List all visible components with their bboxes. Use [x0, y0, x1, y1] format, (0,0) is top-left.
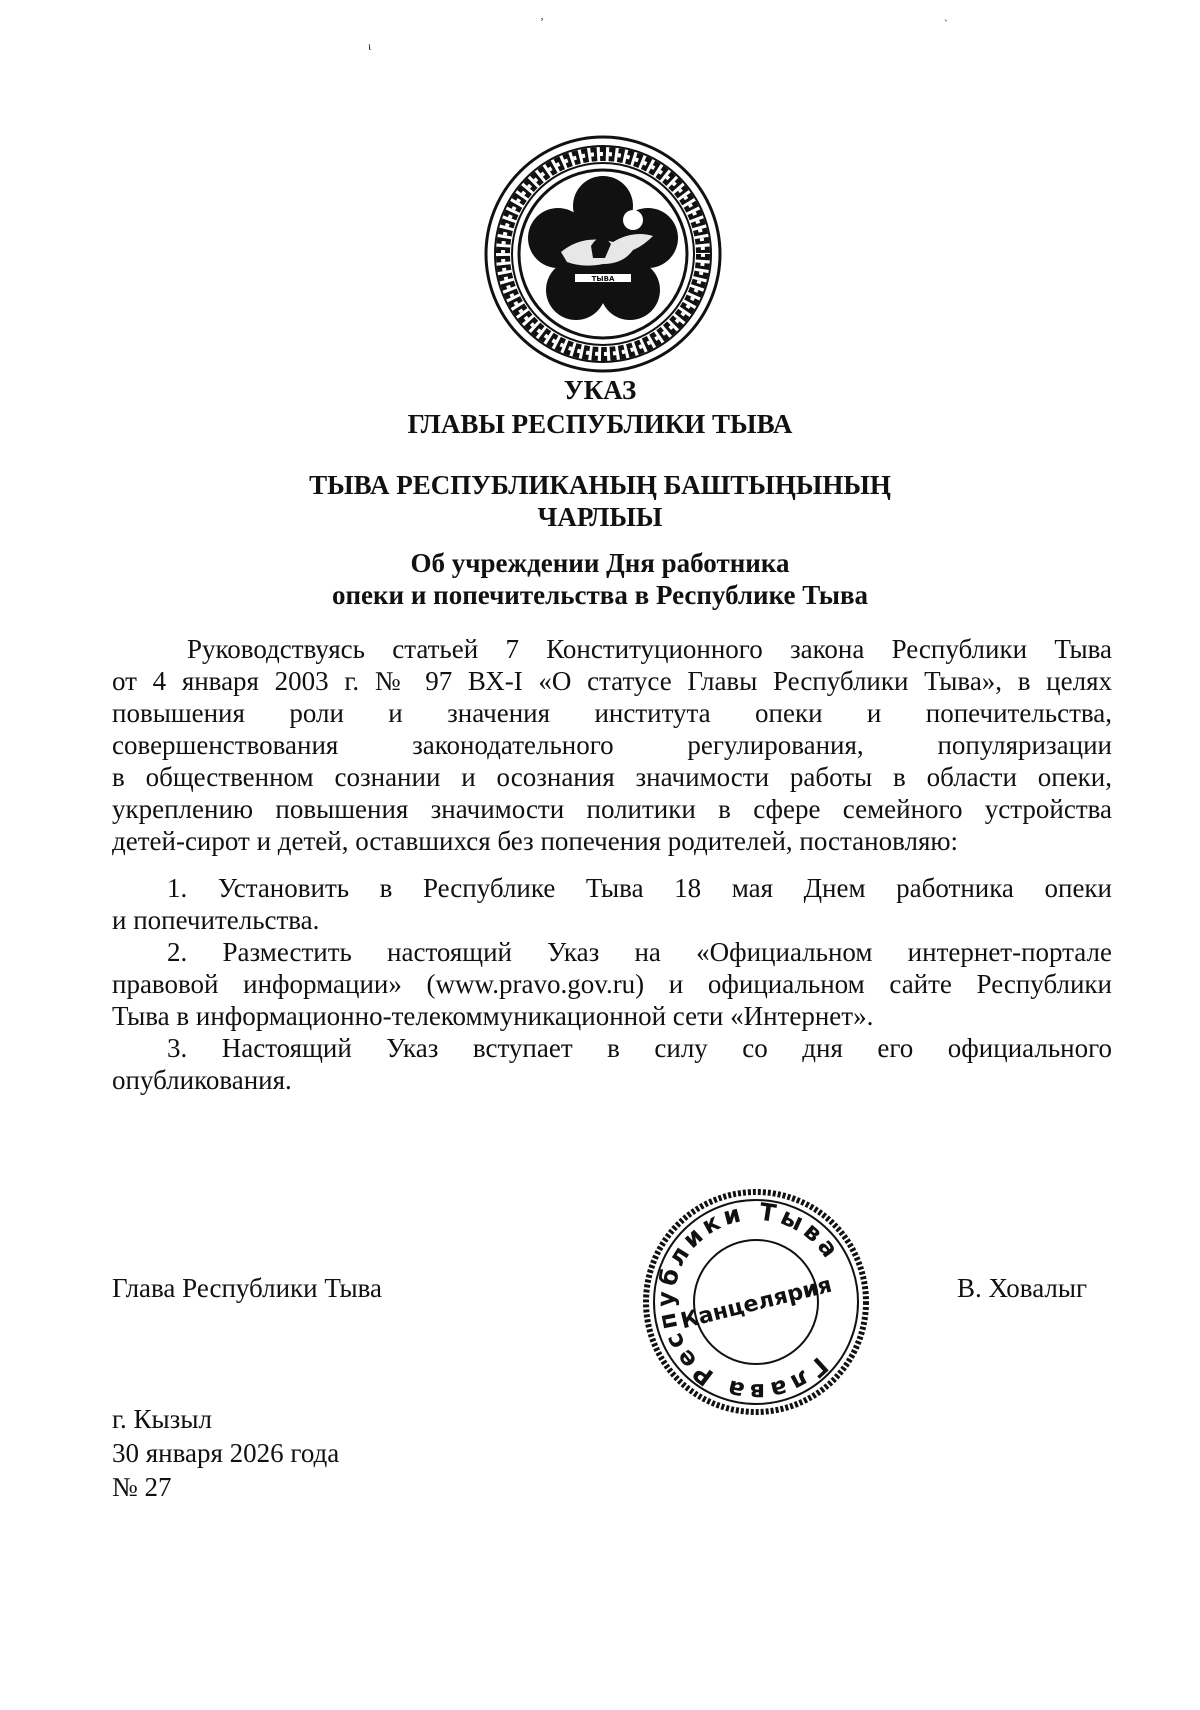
- text-line: от 4 января 2003 г. № 97 ВХ-I «О статусе Главы Республики Тыва», в целях: [112, 666, 1112, 696]
- issuer-ru: ГЛАВЫ РЕСПУБЛИКИ ТЫВА: [407, 409, 793, 439]
- signatory-position: Глава Республики Тыва: [112, 1273, 383, 1303]
- stamp-ring-text: Глава Республики Тыва: [651, 1197, 847, 1407]
- text-line: совершенствования законодательного регулирования, популяризации: [112, 730, 1112, 760]
- text-line: укреплению повышения значимости политики в сфере семейного устройства: [112, 794, 1112, 824]
- emblem-inscription: ТЫВА: [591, 275, 615, 283]
- stamp-center-text: Канцелярия: [678, 1272, 835, 1335]
- preamble-paragraph: [112, 633, 1112, 857]
- issuer-tyv: ТЫВА РЕСПУБЛИКАНЫҢ БАШТЫҢЫНЫҢ: [309, 470, 891, 500]
- item-3: [112, 1032, 1112, 1096]
- text-line: 2. Разместить настоящий Указ на «Официальном интернет-портале: [167, 937, 1112, 967]
- doc-type: УКАЗ: [563, 375, 637, 405]
- official-stamp-icon: [640, 1186, 872, 1418]
- text-line: Руководствуясь статьей 7 Конституционного закона Республики Тыва: [187, 634, 1112, 664]
- issue-city: г. Кызыл: [112, 1404, 212, 1434]
- text-line: и попечительства.: [112, 905, 320, 935]
- issue-details: [112, 1402, 339, 1504]
- decree-title-line2: опеки и попечительства в Республике Тыва: [331, 580, 869, 610]
- scan-speck: `: [944, 17, 948, 31]
- decree-title-line1: Об учреждении Дня работника: [410, 548, 790, 578]
- item-2: [112, 936, 1112, 1032]
- text-line: 3. Настоящий Указ вступает в силу со дня его официального: [167, 1033, 1112, 1063]
- text-line: опубликования.: [112, 1065, 292, 1095]
- signatory-name: В. Ховалыг: [957, 1273, 1088, 1303]
- issue-date: 30 января 2026 года: [112, 1438, 340, 1468]
- doc-type-tyv: ЧАРЛЫЫ: [537, 502, 663, 532]
- item-1: [112, 872, 1112, 936]
- text-line: 1. Установить в Республике Тыва 18 мая Днем работника опеки: [167, 873, 1112, 903]
- tuva-emblem-icon: [483, 134, 723, 374]
- text-line: детей-сирот и детей, оставшихся без попечения родителей, постановляю:: [112, 826, 959, 856]
- scan-speck: ι: [368, 39, 372, 53]
- scan-speck: ʼ: [540, 15, 544, 29]
- text-line: повышения роли и значения института опеки и попечительства,: [112, 698, 1112, 728]
- decree-number: № 27: [112, 1472, 172, 1502]
- text-line: в общественном сознании и осознания значимости работы в области опеки,: [112, 762, 1112, 792]
- text-line: правовой информации» (www.pravo.gov.ru) и официальном сайте Республики: [112, 969, 1112, 999]
- text-line: Тыва в информационно-телекоммуникационной сети «Интернет».: [112, 1001, 874, 1031]
